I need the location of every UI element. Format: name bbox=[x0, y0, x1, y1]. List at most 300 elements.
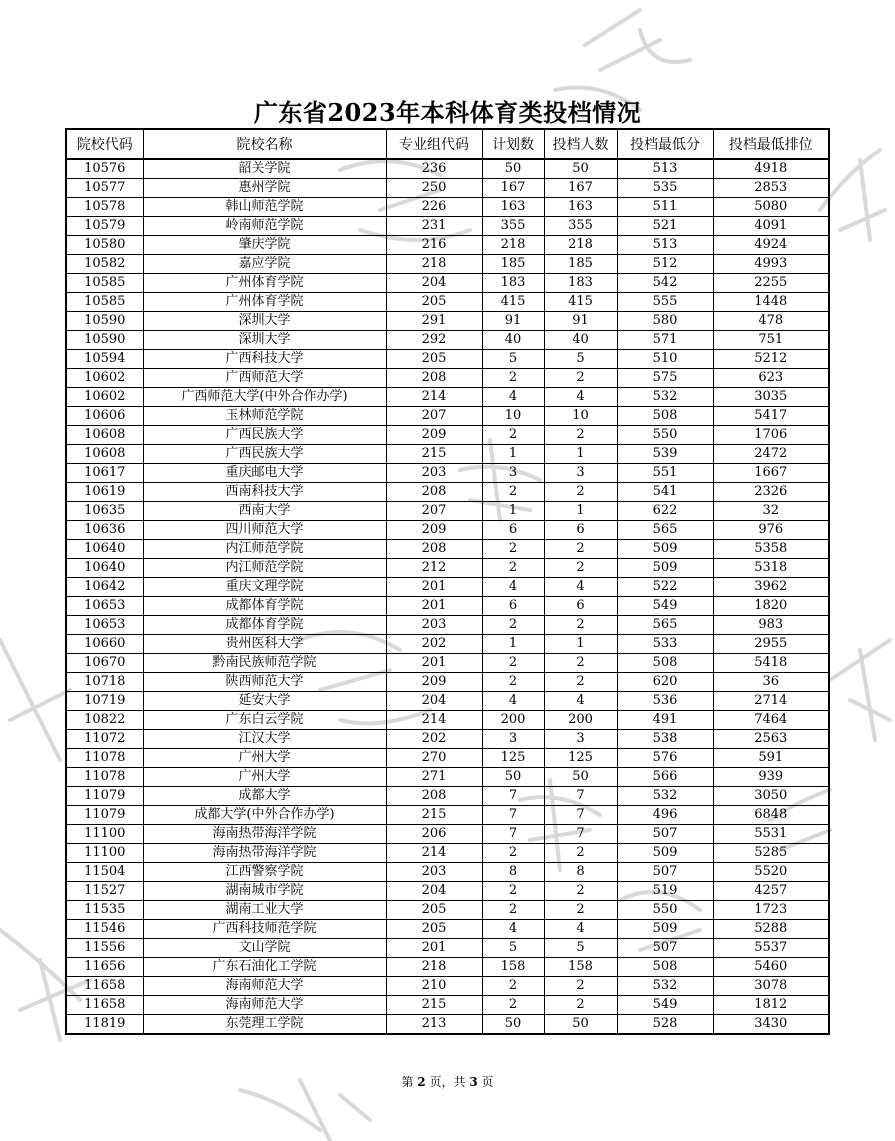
cell-min-rank: 2563 bbox=[713, 730, 829, 749]
cell-min-score: 580 bbox=[617, 312, 713, 331]
cell-min-rank: 5531 bbox=[713, 825, 829, 844]
column-header-min-rank: 投档最低排位 bbox=[713, 129, 829, 159]
cell-group-code: 205 bbox=[386, 920, 482, 939]
cell-min-score: 510 bbox=[617, 350, 713, 369]
cell-school-code: 11079 bbox=[66, 806, 143, 825]
cell-group-code: 209 bbox=[386, 673, 482, 692]
cell-min-score: 555 bbox=[617, 293, 713, 312]
cell-school-name: 广东白云学院 bbox=[143, 711, 386, 730]
cell-admitted-count: 2 bbox=[544, 559, 617, 578]
table-row bbox=[66, 445, 829, 464]
table-row bbox=[66, 844, 829, 863]
cell-plan-count: 2 bbox=[482, 673, 544, 692]
cell-min-score: 550 bbox=[617, 426, 713, 445]
cell-school-code: 10608 bbox=[66, 426, 143, 445]
cell-min-score: 522 bbox=[617, 578, 713, 597]
cell-group-code: 212 bbox=[386, 559, 482, 578]
table-row bbox=[66, 540, 829, 559]
cell-school-code: 10642 bbox=[66, 578, 143, 597]
cell-group-code: 226 bbox=[386, 198, 482, 217]
table-row bbox=[66, 483, 829, 502]
table-row bbox=[66, 198, 829, 217]
cell-plan-count: 50 bbox=[482, 1015, 544, 1035]
cell-group-code: 215 bbox=[386, 445, 482, 464]
cell-min-score: 565 bbox=[617, 521, 713, 540]
cell-school-code: 10582 bbox=[66, 255, 143, 274]
cell-group-code: 201 bbox=[386, 654, 482, 673]
cell-school-name: 海南热带海洋学院 bbox=[143, 844, 386, 863]
cell-min-score: 511 bbox=[617, 198, 713, 217]
table-row bbox=[66, 502, 829, 521]
cell-group-code: 208 bbox=[386, 540, 482, 559]
cell-school-name: 岭南师范学院 bbox=[143, 217, 386, 236]
cell-admitted-count: 355 bbox=[544, 217, 617, 236]
cell-group-code: 236 bbox=[386, 159, 482, 179]
cell-plan-count: 6 bbox=[482, 521, 544, 540]
cell-admitted-count: 50 bbox=[544, 1015, 617, 1035]
cell-group-code: 205 bbox=[386, 350, 482, 369]
cell-min-rank: 32 bbox=[713, 502, 829, 521]
cell-plan-count: 2 bbox=[482, 996, 544, 1015]
cell-school-name: 内江师范学院 bbox=[143, 559, 386, 578]
cell-admitted-count: 3 bbox=[544, 730, 617, 749]
cell-min-rank: 2853 bbox=[713, 179, 829, 198]
cell-admitted-count: 50 bbox=[544, 768, 617, 787]
cell-group-code: 209 bbox=[386, 426, 482, 445]
table-row bbox=[66, 616, 829, 635]
cell-admitted-count: 415 bbox=[544, 293, 617, 312]
cell-min-rank: 976 bbox=[713, 521, 829, 540]
cell-min-rank: 5537 bbox=[713, 939, 829, 958]
cell-min-rank: 2714 bbox=[713, 692, 829, 711]
cell-min-score: 542 bbox=[617, 274, 713, 293]
cell-admitted-count: 5 bbox=[544, 350, 617, 369]
table-row bbox=[66, 806, 829, 825]
cell-min-rank: 5288 bbox=[713, 920, 829, 939]
cell-school-code: 10602 bbox=[66, 369, 143, 388]
cell-min-score: 528 bbox=[617, 1015, 713, 1035]
cell-min-rank: 2326 bbox=[713, 483, 829, 502]
cell-min-rank: 2255 bbox=[713, 274, 829, 293]
cell-plan-count: 2 bbox=[482, 559, 544, 578]
cell-min-score: 536 bbox=[617, 692, 713, 711]
cell-group-code: 218 bbox=[386, 958, 482, 977]
table-row bbox=[66, 464, 829, 483]
cell-plan-count: 4 bbox=[482, 578, 544, 597]
cell-group-code: 203 bbox=[386, 616, 482, 635]
cell-min-score: 509 bbox=[617, 540, 713, 559]
cell-admitted-count: 6 bbox=[544, 597, 617, 616]
table-row bbox=[66, 559, 829, 578]
cell-min-rank: 4257 bbox=[713, 882, 829, 901]
cell-admitted-count: 91 bbox=[544, 312, 617, 331]
cell-plan-count: 218 bbox=[482, 236, 544, 255]
cell-min-score: 507 bbox=[617, 825, 713, 844]
cell-plan-count: 7 bbox=[482, 787, 544, 806]
cell-school-name: 重庆文理学院 bbox=[143, 578, 386, 597]
cell-school-code: 11819 bbox=[66, 1015, 143, 1035]
cell-school-code: 11658 bbox=[66, 996, 143, 1015]
cell-min-score: 491 bbox=[617, 711, 713, 730]
table-row bbox=[66, 711, 829, 730]
cell-school-code: 10580 bbox=[66, 236, 143, 255]
cell-admitted-count: 3 bbox=[544, 464, 617, 483]
cell-min-rank: 5080 bbox=[713, 198, 829, 217]
cell-admitted-count: 2 bbox=[544, 996, 617, 1015]
table-row bbox=[66, 749, 829, 768]
cell-min-rank: 1706 bbox=[713, 426, 829, 445]
cell-plan-count: 355 bbox=[482, 217, 544, 236]
cell-school-name: 广西民族大学 bbox=[143, 426, 386, 445]
column-header-group-code: 专业组代码 bbox=[386, 129, 482, 159]
cell-group-code: 205 bbox=[386, 901, 482, 920]
cell-school-name: 文山学院 bbox=[143, 939, 386, 958]
page-title: 广东省2023年本科体育类投档情况 bbox=[253, 98, 642, 127]
cell-group-code: 213 bbox=[386, 1015, 482, 1035]
cell-plan-count: 415 bbox=[482, 293, 544, 312]
footer-suffix: 页 bbox=[481, 1075, 494, 1089]
cell-school-name: 内江师范学院 bbox=[143, 540, 386, 559]
cell-admitted-count: 218 bbox=[544, 236, 617, 255]
cell-min-rank: 3050 bbox=[713, 787, 829, 806]
cell-school-code: 10653 bbox=[66, 616, 143, 635]
cell-school-code: 11535 bbox=[66, 901, 143, 920]
table-row bbox=[66, 407, 829, 426]
cell-plan-count: 3 bbox=[482, 730, 544, 749]
cell-plan-count: 200 bbox=[482, 711, 544, 730]
cell-min-score: 575 bbox=[617, 369, 713, 388]
cell-min-rank: 591 bbox=[713, 749, 829, 768]
cell-min-rank: 623 bbox=[713, 369, 829, 388]
cell-min-score: 508 bbox=[617, 407, 713, 426]
cell-school-name: 西南大学 bbox=[143, 502, 386, 521]
cell-school-code: 10602 bbox=[66, 388, 143, 407]
cell-min-rank: 5460 bbox=[713, 958, 829, 977]
cell-plan-count: 91 bbox=[482, 312, 544, 331]
cell-min-score: 533 bbox=[617, 635, 713, 654]
table-row bbox=[66, 1015, 829, 1035]
cell-school-code: 11078 bbox=[66, 749, 143, 768]
cell-admitted-count: 185 bbox=[544, 255, 617, 274]
cell-school-name: 广西民族大学 bbox=[143, 445, 386, 464]
cell-school-name: 海南师范大学 bbox=[143, 977, 386, 996]
cell-school-code: 11072 bbox=[66, 730, 143, 749]
cell-min-rank: 1667 bbox=[713, 464, 829, 483]
cell-admitted-count: 125 bbox=[544, 749, 617, 768]
cell-admitted-count: 2 bbox=[544, 483, 617, 502]
table-row bbox=[66, 578, 829, 597]
cell-min-rank: 6848 bbox=[713, 806, 829, 825]
cell-school-code: 10635 bbox=[66, 502, 143, 521]
cell-min-score: 521 bbox=[617, 217, 713, 236]
cell-school-name: 海南师范大学 bbox=[143, 996, 386, 1015]
cell-school-code: 11658 bbox=[66, 977, 143, 996]
cell-min-score: 532 bbox=[617, 787, 713, 806]
table-row bbox=[66, 882, 829, 901]
cell-group-code: 203 bbox=[386, 464, 482, 483]
cell-school-name: 湖南工业大学 bbox=[143, 901, 386, 920]
cell-school-name: 重庆邮电大学 bbox=[143, 464, 386, 483]
cell-min-rank: 3078 bbox=[713, 977, 829, 996]
cell-group-code: 214 bbox=[386, 844, 482, 863]
cell-plan-count: 5 bbox=[482, 939, 544, 958]
table-row bbox=[66, 863, 829, 882]
cell-min-rank: 939 bbox=[713, 768, 829, 787]
cell-plan-count: 2 bbox=[482, 844, 544, 863]
cell-min-rank: 3962 bbox=[713, 578, 829, 597]
cell-school-name: 广西师范大学(中外合作办学) bbox=[143, 388, 386, 407]
cell-admitted-count: 7 bbox=[544, 787, 617, 806]
cell-min-score: 509 bbox=[617, 844, 713, 863]
cell-school-code: 10585 bbox=[66, 293, 143, 312]
cell-admitted-count: 1 bbox=[544, 635, 617, 654]
cell-group-code: 207 bbox=[386, 407, 482, 426]
cell-plan-count: 2 bbox=[482, 654, 544, 673]
cell-group-code: 205 bbox=[386, 293, 482, 312]
cell-group-code: 215 bbox=[386, 806, 482, 825]
cell-min-score: 513 bbox=[617, 236, 713, 255]
cell-plan-count: 2 bbox=[482, 901, 544, 920]
table-row bbox=[66, 958, 829, 977]
cell-min-rank: 2955 bbox=[713, 635, 829, 654]
cell-admitted-count: 40 bbox=[544, 331, 617, 350]
cell-admitted-count: 200 bbox=[544, 711, 617, 730]
cell-group-code: 204 bbox=[386, 692, 482, 711]
cell-school-name: 广州大学 bbox=[143, 768, 386, 787]
cell-min-rank: 5318 bbox=[713, 559, 829, 578]
cell-plan-count: 3 bbox=[482, 464, 544, 483]
column-header-plan-count: 计划数 bbox=[482, 129, 544, 159]
cell-school-code: 10653 bbox=[66, 597, 143, 616]
cell-school-code: 10585 bbox=[66, 274, 143, 293]
cell-min-score: 539 bbox=[617, 445, 713, 464]
cell-school-name: 韶关学院 bbox=[143, 159, 386, 179]
cell-plan-count: 163 bbox=[482, 198, 544, 217]
cell-admitted-count: 1 bbox=[544, 445, 617, 464]
cell-min-rank: 5520 bbox=[713, 863, 829, 882]
cell-min-rank: 5418 bbox=[713, 654, 829, 673]
cell-school-code: 10640 bbox=[66, 540, 143, 559]
cell-school-name: 东莞理工学院 bbox=[143, 1015, 386, 1035]
table-row bbox=[66, 692, 829, 711]
cell-school-name: 惠州学院 bbox=[143, 179, 386, 198]
column-header-school-code: 院校代码 bbox=[66, 129, 143, 159]
cell-admitted-count: 2 bbox=[544, 654, 617, 673]
cell-admitted-count: 4 bbox=[544, 578, 617, 597]
table-row bbox=[66, 730, 829, 749]
cell-school-name: 肇庆学院 bbox=[143, 236, 386, 255]
cell-school-code: 10608 bbox=[66, 445, 143, 464]
cell-min-score: 519 bbox=[617, 882, 713, 901]
cell-min-score: 496 bbox=[617, 806, 713, 825]
cell-group-code: 214 bbox=[386, 711, 482, 730]
table-row bbox=[66, 825, 829, 844]
cell-min-rank: 4091 bbox=[713, 217, 829, 236]
cell-school-name: 广西科技师范学院 bbox=[143, 920, 386, 939]
cell-school-name: 黔南民族师范学院 bbox=[143, 654, 386, 673]
cell-school-code: 10577 bbox=[66, 179, 143, 198]
cell-min-score: 565 bbox=[617, 616, 713, 635]
cell-school-code: 10719 bbox=[66, 692, 143, 711]
cell-school-name: 江西警察学院 bbox=[143, 863, 386, 882]
cell-school-code: 10594 bbox=[66, 350, 143, 369]
table-row bbox=[66, 312, 829, 331]
cell-group-code: 204 bbox=[386, 882, 482, 901]
cell-group-code: 216 bbox=[386, 236, 482, 255]
cell-min-rank: 4924 bbox=[713, 236, 829, 255]
cell-school-name: 广州大学 bbox=[143, 749, 386, 768]
cell-school-code: 10590 bbox=[66, 312, 143, 331]
cell-min-rank: 478 bbox=[713, 312, 829, 331]
cell-school-code: 10640 bbox=[66, 559, 143, 578]
cell-group-code: 208 bbox=[386, 483, 482, 502]
cell-school-name: 延安大学 bbox=[143, 692, 386, 711]
footer-middle: 页，共 bbox=[429, 1075, 466, 1089]
cell-school-code: 10619 bbox=[66, 483, 143, 502]
cell-group-code: 202 bbox=[386, 635, 482, 654]
cell-min-score: 508 bbox=[617, 958, 713, 977]
cell-plan-count: 6 bbox=[482, 597, 544, 616]
cell-min-rank: 2472 bbox=[713, 445, 829, 464]
cell-min-score: 541 bbox=[617, 483, 713, 502]
cell-plan-count: 7 bbox=[482, 825, 544, 844]
cell-school-name: 嘉应学院 bbox=[143, 255, 386, 274]
cell-plan-count: 185 bbox=[482, 255, 544, 274]
cell-school-code: 11078 bbox=[66, 768, 143, 787]
cell-group-code: 291 bbox=[386, 312, 482, 331]
table-row bbox=[66, 350, 829, 369]
cell-school-name: 广州体育学院 bbox=[143, 293, 386, 312]
table-row bbox=[66, 331, 829, 350]
table-row bbox=[66, 996, 829, 1015]
cell-min-score: 535 bbox=[617, 179, 713, 198]
cell-admitted-count: 2 bbox=[544, 844, 617, 863]
cell-plan-count: 1 bbox=[482, 635, 544, 654]
table-row bbox=[66, 159, 829, 179]
cell-plan-count: 7 bbox=[482, 806, 544, 825]
cell-group-code: 214 bbox=[386, 388, 482, 407]
cell-plan-count: 50 bbox=[482, 159, 544, 179]
cell-min-score: 508 bbox=[617, 654, 713, 673]
cell-min-rank: 1820 bbox=[713, 597, 829, 616]
cell-group-code: 270 bbox=[386, 749, 482, 768]
cell-school-code: 10660 bbox=[66, 635, 143, 654]
cell-admitted-count: 2 bbox=[544, 369, 617, 388]
cell-school-name: 广西师范大学 bbox=[143, 369, 386, 388]
cell-school-code: 10636 bbox=[66, 521, 143, 540]
cell-min-score: 532 bbox=[617, 388, 713, 407]
cell-school-code: 11079 bbox=[66, 787, 143, 806]
footer-page-number: 2 bbox=[417, 1075, 426, 1089]
cell-min-rank: 3430 bbox=[713, 1015, 829, 1035]
cell-min-score: 509 bbox=[617, 920, 713, 939]
table-row bbox=[66, 939, 829, 958]
cell-min-rank: 1723 bbox=[713, 901, 829, 920]
cell-group-code: 250 bbox=[386, 179, 482, 198]
cell-min-score: 566 bbox=[617, 768, 713, 787]
cell-plan-count: 40 bbox=[482, 331, 544, 350]
cell-admitted-count: 50 bbox=[544, 159, 617, 179]
cell-min-score: 571 bbox=[617, 331, 713, 350]
cell-min-rank: 5417 bbox=[713, 407, 829, 426]
cell-group-code: 218 bbox=[386, 255, 482, 274]
cell-admitted-count: 4 bbox=[544, 692, 617, 711]
cell-admitted-count: 2 bbox=[544, 426, 617, 445]
cell-school-code: 10718 bbox=[66, 673, 143, 692]
cell-min-score: 538 bbox=[617, 730, 713, 749]
cell-plan-count: 5 bbox=[482, 350, 544, 369]
cell-admitted-count: 167 bbox=[544, 179, 617, 198]
cell-plan-count: 2 bbox=[482, 616, 544, 635]
cell-plan-count: 2 bbox=[482, 977, 544, 996]
cell-min-score: 512 bbox=[617, 255, 713, 274]
table-row bbox=[66, 787, 829, 806]
footer-total-pages: 3 bbox=[469, 1075, 478, 1089]
cell-admitted-count: 5 bbox=[544, 939, 617, 958]
cell-school-code: 10576 bbox=[66, 159, 143, 179]
cell-school-name: 成都大学(中外合作办学) bbox=[143, 806, 386, 825]
cell-group-code: 292 bbox=[386, 331, 482, 350]
cell-min-rank: 5212 bbox=[713, 350, 829, 369]
cell-plan-count: 50 bbox=[482, 768, 544, 787]
cell-min-score: 576 bbox=[617, 749, 713, 768]
cell-admitted-count: 4 bbox=[544, 388, 617, 407]
column-header-admitted-count: 投档人数 bbox=[544, 129, 617, 159]
cell-school-code: 11100 bbox=[66, 844, 143, 863]
cell-school-code: 11527 bbox=[66, 882, 143, 901]
cell-school-name: 广州体育学院 bbox=[143, 274, 386, 293]
cell-admitted-count: 4 bbox=[544, 920, 617, 939]
table-row bbox=[66, 293, 829, 312]
cell-school-name: 湖南城市学院 bbox=[143, 882, 386, 901]
cell-school-code: 10617 bbox=[66, 464, 143, 483]
cell-school-code: 11100 bbox=[66, 825, 143, 844]
cell-plan-count: 4 bbox=[482, 692, 544, 711]
cell-plan-count: 4 bbox=[482, 920, 544, 939]
cell-min-rank: 7464 bbox=[713, 711, 829, 730]
cell-school-name: 西南科技大学 bbox=[143, 483, 386, 502]
cell-group-code: 203 bbox=[386, 863, 482, 882]
cell-admitted-count: 6 bbox=[544, 521, 617, 540]
footer-prefix: 第 bbox=[401, 1075, 414, 1089]
cell-plan-count: 2 bbox=[482, 369, 544, 388]
cell-min-score: 620 bbox=[617, 673, 713, 692]
cell-admitted-count: 8 bbox=[544, 863, 617, 882]
cell-min-score: 507 bbox=[617, 863, 713, 882]
cell-school-code: 11546 bbox=[66, 920, 143, 939]
cell-school-name: 广东石油化工学院 bbox=[143, 958, 386, 977]
cell-admitted-count: 2 bbox=[544, 882, 617, 901]
cell-group-code: 209 bbox=[386, 521, 482, 540]
table-row bbox=[66, 654, 829, 673]
cell-group-code: 210 bbox=[386, 977, 482, 996]
cell-school-code: 10579 bbox=[66, 217, 143, 236]
cell-admitted-count: 7 bbox=[544, 825, 617, 844]
cell-min-rank: 3035 bbox=[713, 388, 829, 407]
admission-table-container bbox=[65, 128, 830, 1035]
cell-min-score: 507 bbox=[617, 939, 713, 958]
cell-plan-count: 8 bbox=[482, 863, 544, 882]
cell-plan-count: 125 bbox=[482, 749, 544, 768]
cell-school-name: 四川师范大学 bbox=[143, 521, 386, 540]
cell-admitted-count: 10 bbox=[544, 407, 617, 426]
cell-min-score: 532 bbox=[617, 977, 713, 996]
table-row bbox=[66, 255, 829, 274]
cell-school-name: 韩山师范学院 bbox=[143, 198, 386, 217]
cell-min-rank: 4918 bbox=[713, 159, 829, 179]
cell-school-code: 11556 bbox=[66, 939, 143, 958]
cell-admitted-count: 7 bbox=[544, 806, 617, 825]
